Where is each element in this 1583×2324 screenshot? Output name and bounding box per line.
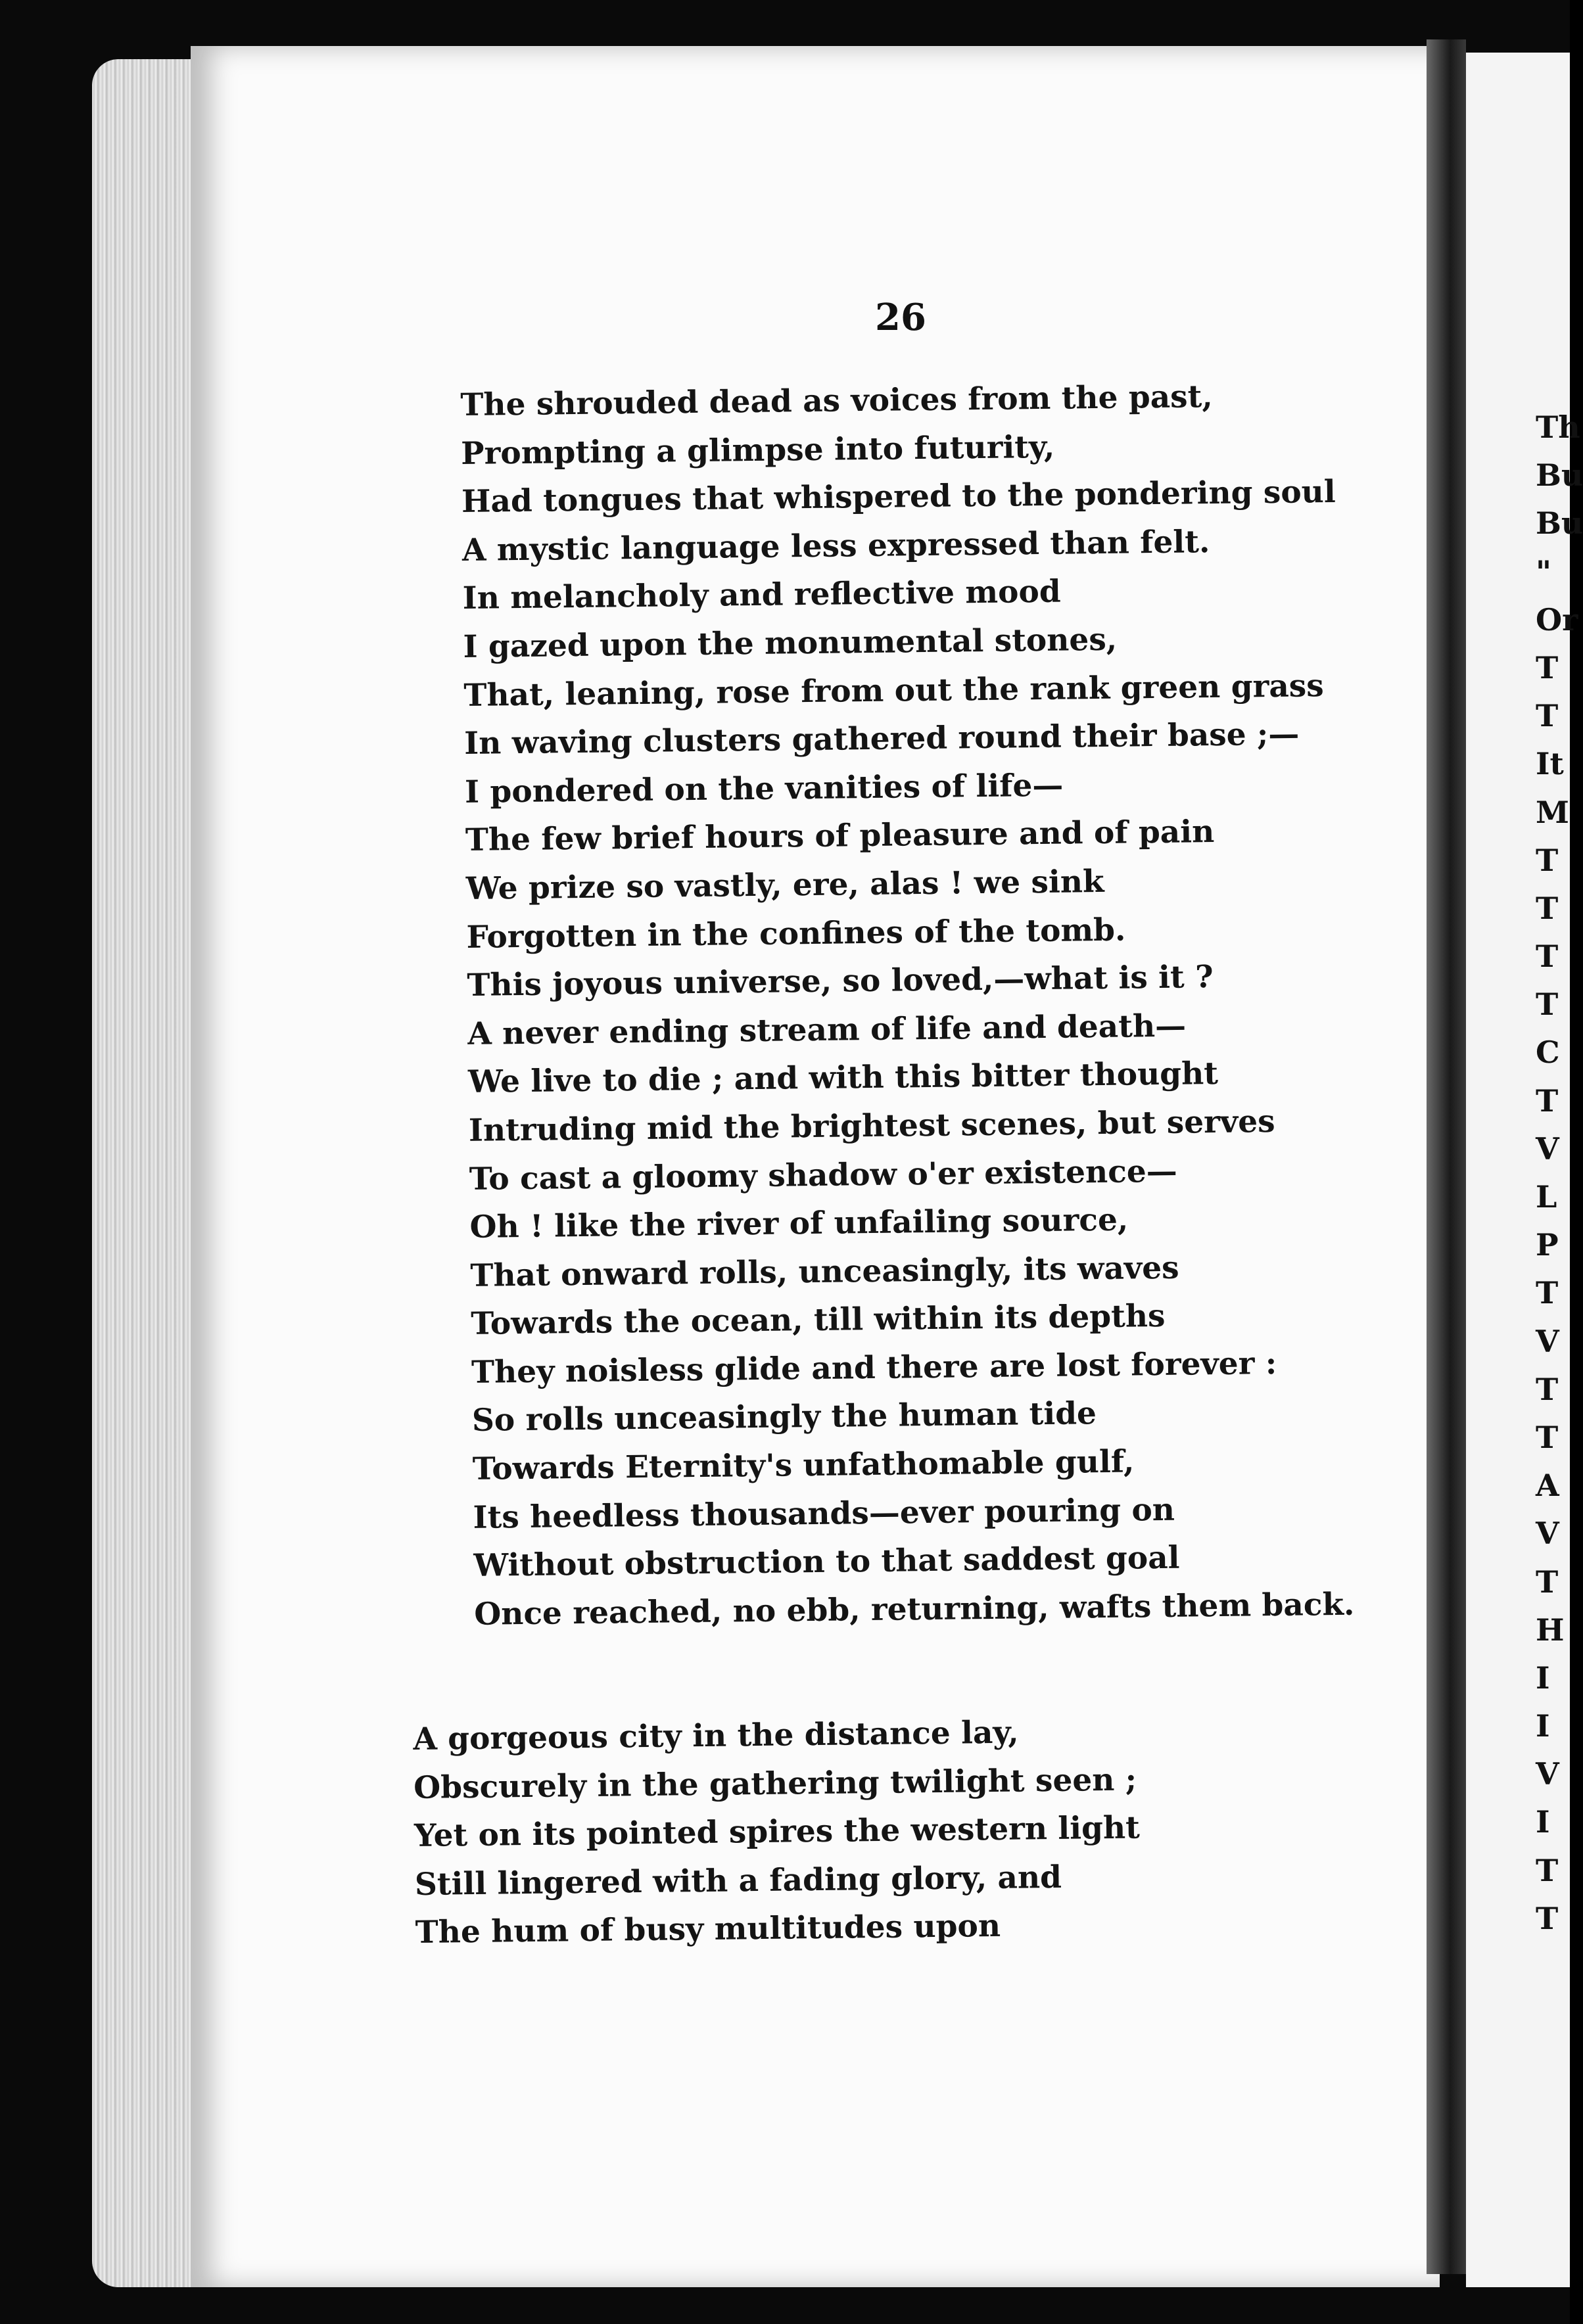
page-stack-edges	[92, 59, 204, 2287]
facing-page-line: I	[1536, 1708, 1550, 1744]
poem-line: I gazed upon the monumental stones,	[463, 621, 1118, 665]
facing-page-line: Bu	[1536, 457, 1583, 494]
facing-page-line: T	[1536, 1564, 1559, 1600]
facing-page-line: P	[1536, 1227, 1559, 1263]
poem-line: They noisless glide and there are lost forever :	[471, 1345, 1277, 1391]
poem-line: Forgotten in the confines of the tomb.	[466, 912, 1126, 956]
facing-page-line: C	[1536, 1034, 1560, 1071]
facing-page-line: Or	[1536, 601, 1578, 638]
poem-line: We prize so vastly, ere, alas ! we sink	[465, 863, 1104, 907]
facing-page-line: T	[1536, 890, 1559, 926]
poem-line: A gorgeous city in the distance lay,	[413, 1714, 1019, 1757]
facing-page-line: V	[1536, 1756, 1559, 1792]
poem-line: In waving clusters gathered round their base ;—	[463, 716, 1300, 762]
poem-line: Oh ! like the river of unfailing source,	[469, 1201, 1129, 1246]
poem-line: To cast a gloomy shadow o'er existence—	[469, 1153, 1177, 1197]
facing-page-line: L	[1536, 1179, 1557, 1215]
poem-line: I pondered on the vanities of life—	[464, 767, 1064, 810]
facing-page-line: T	[1536, 939, 1559, 975]
facing-page-text	[1536, 404, 1583, 1943]
stanza-2	[413, 1707, 1141, 1957]
facing-page-line: V	[1536, 1516, 1559, 1552]
poem-line: We live to die ; and with this bitter thought	[467, 1056, 1219, 1101]
poem-line: So rolls unceasingly the human tide	[471, 1395, 1097, 1439]
poem-line: Its heedless thousands—ever pouring on	[473, 1491, 1175, 1536]
facing-page-line: T	[1536, 842, 1559, 878]
poem-line: Intruding mid the brightest scenes, but serves	[468, 1103, 1275, 1149]
book-gutter	[1427, 39, 1466, 2274]
poem-line: Once reached, no ebb, returning, wafts them back.	[473, 1586, 1355, 1633]
facing-page-line: T	[1536, 1852, 1559, 1888]
poem-line: Obscurely in the gathering twilight seen ;	[413, 1761, 1137, 1806]
poem-line: In melancholy and reflective mood	[462, 574, 1061, 617]
facing-page-line: V	[1536, 1130, 1559, 1167]
poem-line: The shrouded dead as voices from the past,	[460, 379, 1213, 423]
poem-line: That, leaning, rose from out the rank green grass	[463, 667, 1324, 714]
facing-page-line: T	[1536, 649, 1559, 686]
facing-page-line: T	[1536, 987, 1559, 1023]
poem-line: That onward rolls, unceasingly, its waves	[470, 1249, 1179, 1294]
facing-page-line: I	[1536, 1660, 1550, 1696]
stanza-1	[460, 371, 1355, 1639]
poem-line: The hum of busy multitudes upon	[415, 1908, 1001, 1951]
poem-line: Still lingered with a fading glory, and	[414, 1859, 1062, 1903]
facing-page-line: V	[1536, 1323, 1559, 1359]
facing-page-line: M	[1536, 794, 1569, 830]
facing-page-line: H	[1536, 1612, 1565, 1648]
poem-line: This joyous universe, so loved,—what is it ?	[467, 959, 1214, 1004]
poem-line: Towards the ocean, till within its depths	[470, 1298, 1166, 1343]
facing-page-line: T	[1536, 1900, 1559, 1936]
facing-page-line: T	[1536, 1371, 1559, 1407]
poem-line: Had tongues that whispered to the pondering soul	[461, 474, 1336, 521]
facing-page-line: A	[1536, 1468, 1559, 1504]
poem-line: A never ending stream of life and death—	[467, 1008, 1187, 1052]
poem-line: Without obstruction to that saddest goal	[473, 1539, 1180, 1585]
facing-page-line: "	[1536, 553, 1551, 590]
facing-page-line: I	[1536, 1804, 1550, 1840]
facing-page-line: T	[1536, 698, 1559, 734]
facing-page-line: Bu	[1536, 505, 1583, 542]
poem-line: Yet on its pointed spires the western light	[413, 1809, 1141, 1855]
facing-page-line: Th	[1536, 409, 1580, 445]
facing-page-line: T	[1536, 1419, 1559, 1455]
facing-page-line: T	[1536, 1082, 1559, 1119]
poem-line: A mystic language less expressed than felt.	[461, 523, 1210, 569]
page-number: 26	[875, 296, 926, 339]
poem-line: Prompting a glimpse into futurity,	[460, 429, 1055, 472]
poem-line: Towards Eternity's unfathomable gulf,	[472, 1443, 1135, 1487]
poem-line: The few brief hours of pleasure and of pain	[465, 814, 1215, 859]
facing-page-line: It	[1536, 746, 1564, 782]
facing-page-line: T	[1536, 1275, 1559, 1311]
